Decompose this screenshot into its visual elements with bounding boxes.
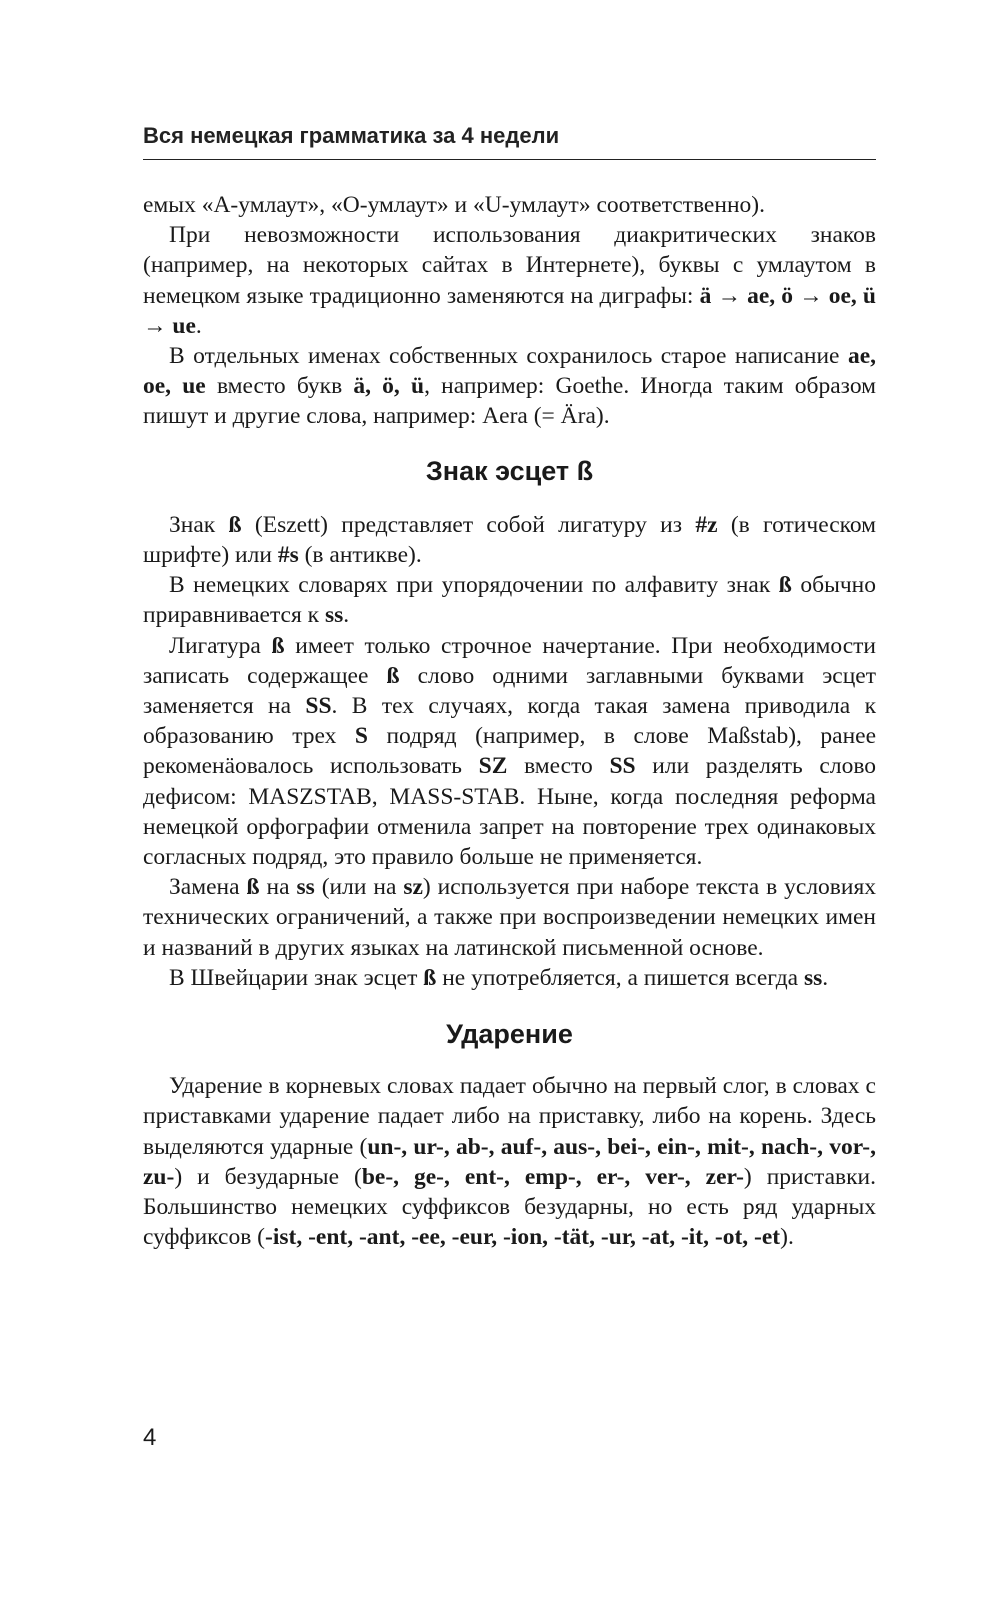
paragraph-stress-rules: Ударение в корневых словах падает обычно на первый слог, в словах с приставками ударение падает либо на приставку, либо на корень. Здесь выделяются ударные (un-, ur-, ab-, auf-, aus-, bei-, ein-, mit-, nach-, vor-, zu-) и безударные (be-, ge-, ent-, emp-, er-, ver-, zer-) приставки. Большинство немецких суффиксов безударны, но есть ряд ударных суффиксов (-ist, -ent, -ant, -ee, -eur, -ion, -tät, -ur, -at, -it, -ot, -et). (143, 1073, 876, 1251)
page-number: 4 (143, 1424, 157, 1451)
digraph-list: ä → ae, ö → oe, ü → ue (143, 282, 876, 339)
unstressed-prefixes: be-, ge-, ent-, emp-, er-, ver-, zer- (361, 1163, 744, 1190)
paragraph-umlaut-continuation: емых «А-умлаут», «О-умлаут» и «U-умлаут» соответственно). (143, 192, 765, 218)
paragraph-umlaut-proper-names: В отдельных именах собственных сохранилось старое написание ae, oe, ue вместо букв ä, ö, ü, например: Goethe. Иногда таким образом пишут и другие слова, например: Aera (= Ära). (143, 343, 876, 430)
stressed-suffixes: -ist, -ent, -ant, -ee, -eur, -ion, -tät, -ur, -at, -it, -ot, -et (265, 1224, 781, 1251)
running-header: Вся немецкая грамматика за 4 недели (143, 123, 876, 160)
paragraph-esset-ligature: Знак ß (Eszett) представляет собой лигатуру из #z (в готическом шрифте) или #s (в антикве). (143, 511, 877, 569)
paragraph-esset-uppercase: Лигатура ß имеет только строчное начертание. При необходимости записать содержащее ß слово одними заглавными буквами эсцет заменяется на SS. В тех случаях, когда такая замена приводила к образованию трех S подряд (например, в слове Maßstab), ранее рекоменäовалось использовать SZ вместо SS или разделять слово дефисом: MASZSTAB, MASS-STAB. Ныне, когда последняя реформа немецкой орфографии отменила запрет на повторение трех одинаковых согласных подряд, это правило больше не применяется. (143, 632, 877, 871)
paragraph-esset-dictionaries: В немецких словарях при упорядочении по алфавиту знак ß обычно приравнивается к ss. (143, 572, 876, 629)
section-heading-stress: Ударение (446, 1019, 573, 1050)
paragraph-umlaut-digraphs: При невозможности использования диакритических знаков (например, на некоторых сайтах в Интернете), буквы с умлаутом в немецком языке традиционно заменяются на диграфы: ä → ae, ö → oe, ü → ue. (143, 222, 876, 339)
page-body (143, 190, 876, 1253)
stressed-prefixes: un-, ur-, ab-, auf-, aus-, bei-, ein-, mit-, nach-, vor-, zu- (143, 1133, 876, 1190)
section-heading-esset: Знак эсцет ß (425, 455, 594, 486)
paragraph-esset-switzerland: В Швейцарии знак эсцет ß не употребляется, а пишется всегда ss. (169, 964, 829, 991)
paragraph-esset-replacement: Замена ß на ss (или на sz) используется при наборе текста в условиях технических ограничений, а также при воспроизведении немецких имен и названий в других языках на латинской письменной основе. (143, 874, 877, 961)
